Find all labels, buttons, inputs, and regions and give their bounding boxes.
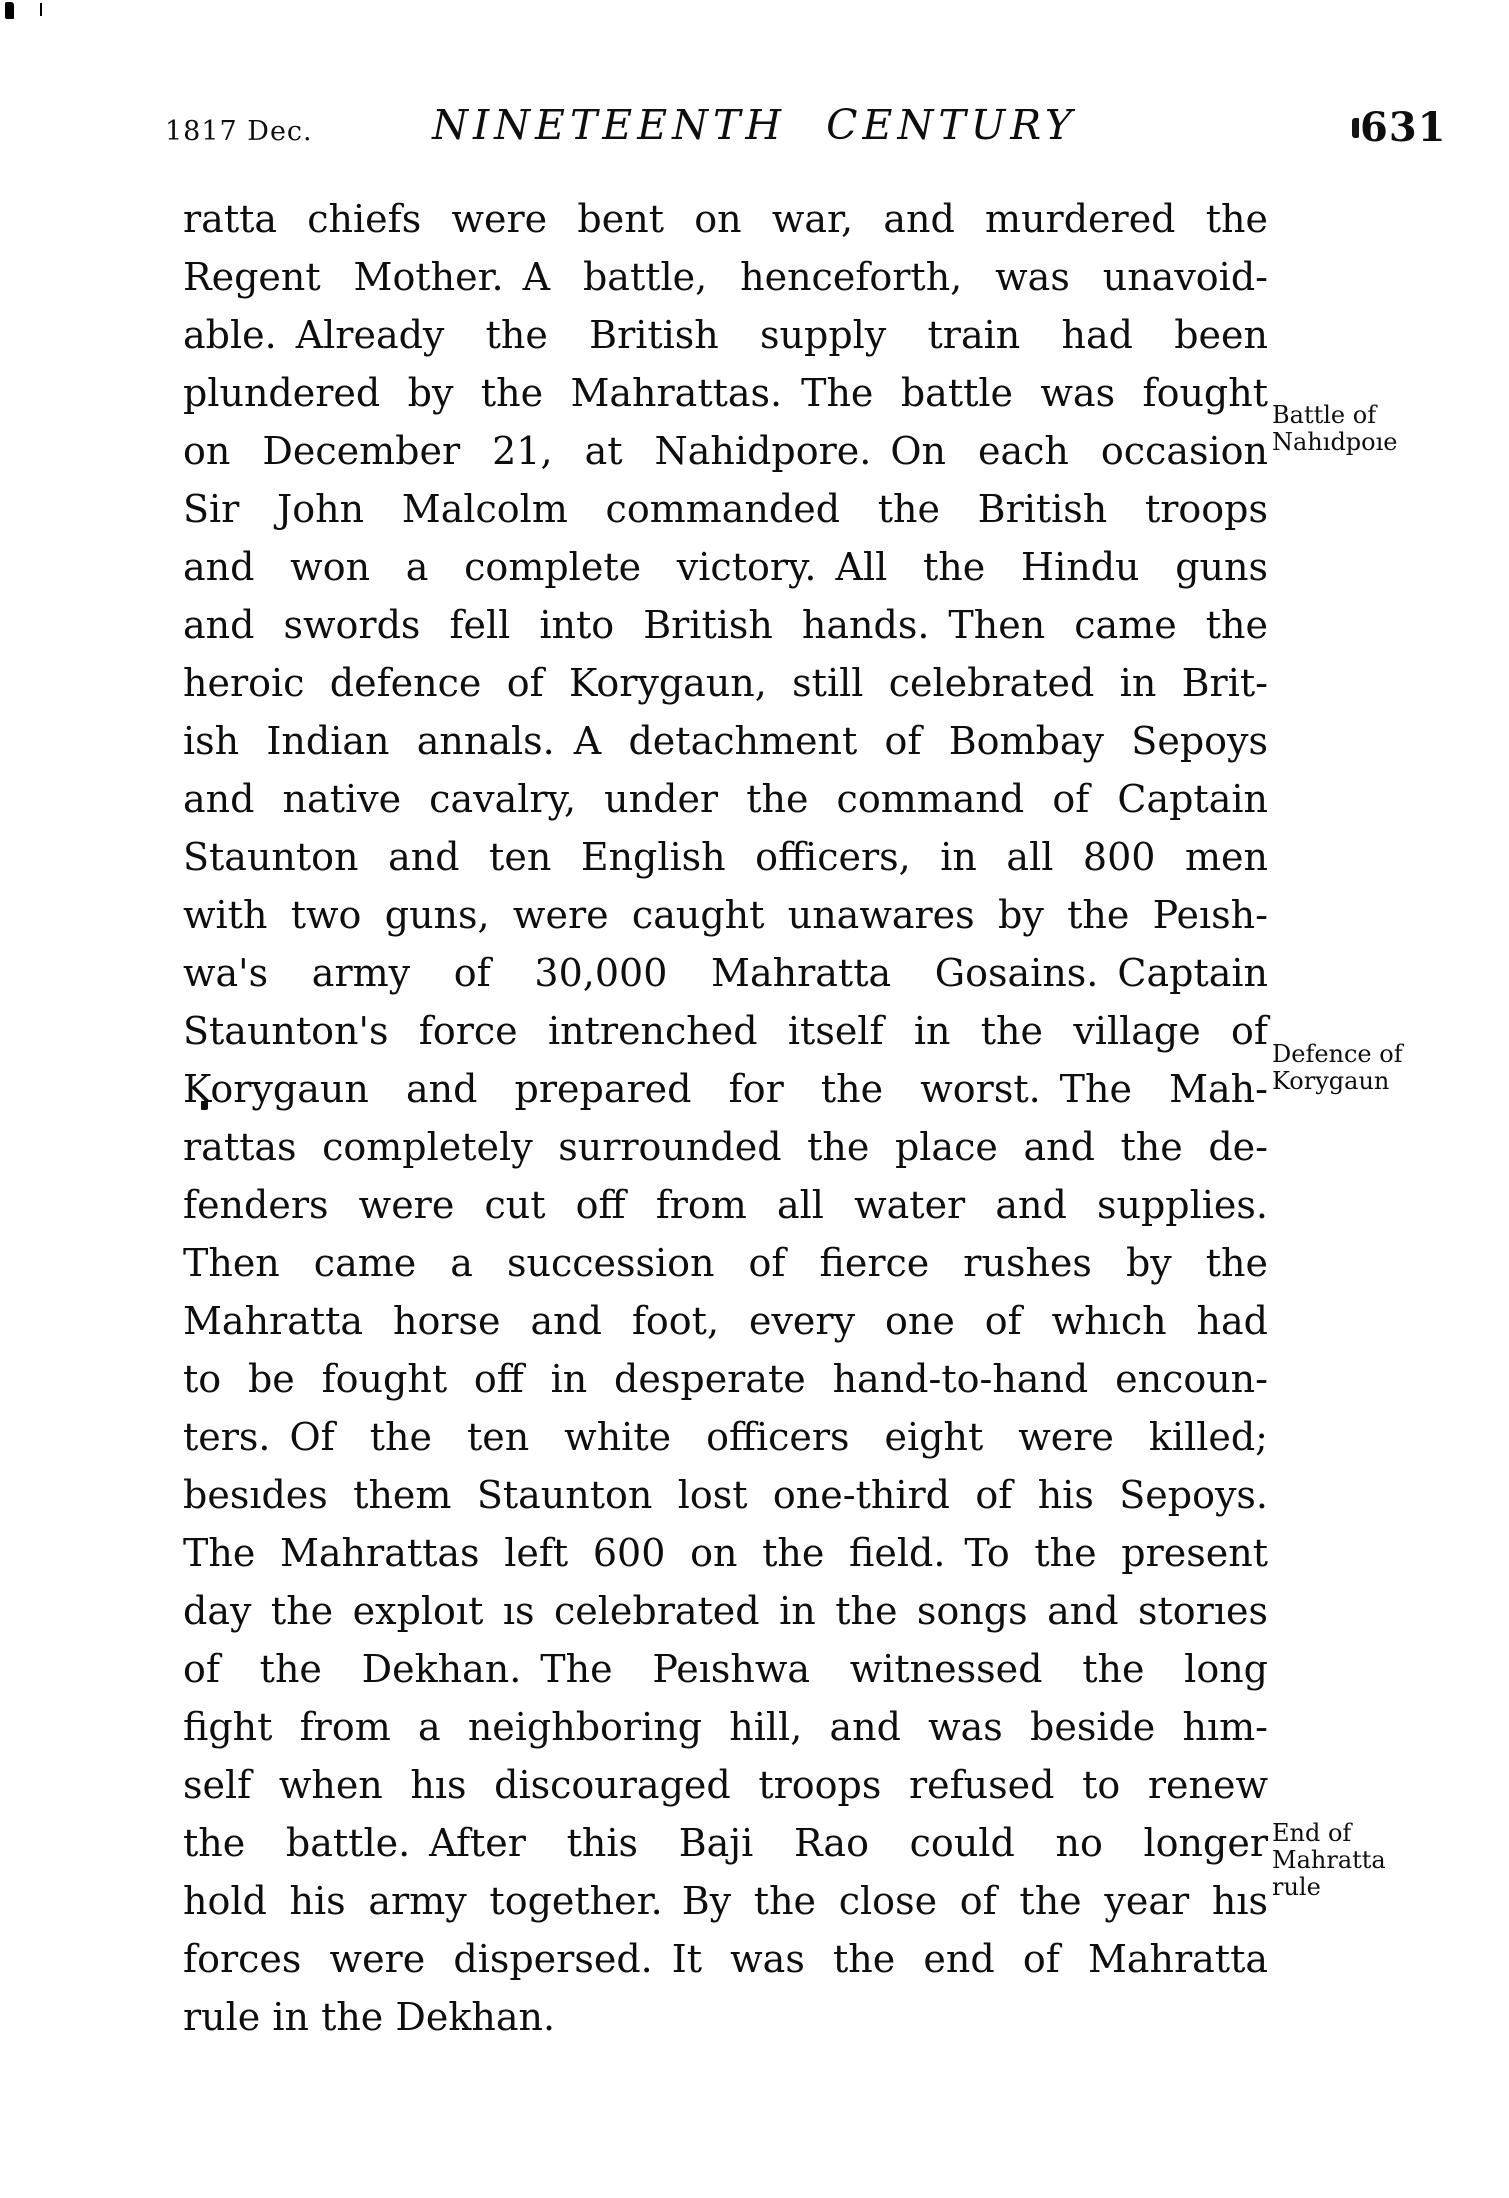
body-line: hold his army together. By the close of the year hıs — [183, 1879, 1268, 1923]
body-line: plundered by the Mahrattas. The battle was fought — [183, 371, 1268, 415]
body-line: rule in the Dekhan. — [183, 1995, 556, 2039]
margin-note-defence-of-korygaun — [1272, 1041, 1504, 1095]
margin-note-end-of-mahratta-rule — [1272, 1820, 1504, 1901]
body-line: wa's army of 30,000 Mahratta Gosains. Captain — [183, 951, 1268, 995]
body-line: Korygaun and prepared for the worst. The Mah- — [183, 1067, 1268, 1111]
body-line: and swords fell into British hands. Then came the — [183, 603, 1268, 647]
body-line: day the exploıt ıs celebrated in the songs and storıes — [183, 1589, 1268, 1633]
body-line: Sir John Malcolm commanded the British troops — [183, 487, 1268, 531]
body-line: and native cavalry, under the command of Captain — [183, 777, 1268, 821]
body-line: Regent Mother. A battle, henceforth, was unavoid- — [183, 255, 1268, 299]
header-title: NINETEENTH CENTURY — [432, 101, 1077, 149]
body-line: The Mahrattas left 600 on the field. To the present — [183, 1531, 1268, 1575]
margin-note-line: rule — [1272, 1873, 1321, 1901]
body-text-column — [183, 190, 1268, 2046]
body-line: Staunton's force intrenched itself in the village of — [183, 1009, 1268, 1053]
body-line: able. Already the British supply train had been — [183, 313, 1268, 357]
body-line: with two guns, were caught unawares by the Peısh- — [183, 893, 1268, 937]
margin-note-battle-of-nahidpore — [1272, 402, 1504, 456]
margin-note-line: Battle of — [1272, 401, 1377, 429]
body-line: rattas completely surrounded the place and the de- — [183, 1125, 1268, 1169]
body-line: self when hıs discouraged troops refused to renew — [183, 1763, 1268, 1807]
body-line: Mahratta horse and foot, every one of whıch had — [183, 1299, 1268, 1343]
margin-note-line: End of — [1272, 1819, 1352, 1847]
body-line: and won a complete victory. All the Hindu guns — [183, 545, 1268, 589]
body-line: on December 21, at Nahidpore. On each occasion — [183, 429, 1268, 473]
margin-note-line: Mahratta — [1272, 1846, 1386, 1874]
body-line: ish Indian annals. A detachment of Bombay Sepoys — [183, 719, 1268, 763]
body-line: to be fought off in desperate hand-to-hand encoun- — [183, 1357, 1268, 1401]
body-line: ters. Of the ten white officers eight were killed; — [183, 1415, 1268, 1459]
body-line: ratta chiefs were bent on war, and murdered the — [183, 197, 1268, 241]
body-line: besıdes them Staunton lost one-third of his Sepoys. — [183, 1473, 1268, 1517]
body-line: heroic defence of Korygaun, still celebrated in Brit- — [183, 661, 1268, 705]
body-line: fight from a neighboring hill, and was beside hım- — [183, 1705, 1268, 1749]
ink-tick-artifact — [40, 3, 42, 16]
body-line: the battle. After this Baji Rao could no longer — [183, 1821, 1268, 1865]
body-line: Then came a succession of fierce rushes by the — [183, 1241, 1268, 1285]
page-number: 631 — [1360, 104, 1447, 151]
body-line: of the Dekhan. The Peıshwa witnessed the long — [183, 1647, 1268, 1691]
ink-blot-artifact — [5, 2, 14, 19]
margin-note-line: Nahıdpoıe — [1272, 428, 1398, 456]
margin-note-line: Defence of — [1272, 1040, 1403, 1068]
margin-note-line: Korygaun — [1272, 1067, 1390, 1095]
body-line: forces were dispersed. It was the end of Mahratta — [183, 1937, 1268, 1981]
body-line: fenders were cut off from all water and supplies. — [183, 1183, 1268, 1227]
header-date: 1817 Dec. — [165, 116, 313, 147]
body-line: Staunton and ten English officers, in all 800 men — [183, 835, 1268, 879]
